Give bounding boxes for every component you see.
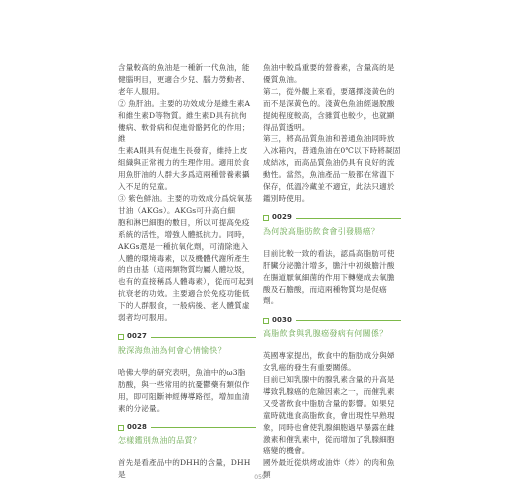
text-line: 含量較高的魚油是一種新一代魚油，能 [118,63,250,72]
text-line: 而不是深黃色的。淺黃色魚油經過脫酸 [263,98,395,108]
question-header-0029 [263,214,401,238]
text-line: 第二，從外觀上來看，要選擇淺黃色的 [263,86,395,96]
text-line: 人體的環境毒素，以及機體代謝所產生 [118,253,250,263]
text-line: 系統的活性，增強人體抵抗力。同時， [118,229,250,239]
question-number: 0027 [127,332,148,341]
page-number: 059 [254,474,266,481]
text-line: 抗衰老的功效。主要適合於免疫功能低 [118,289,250,299]
paragraph [263,350,401,481]
text-line: 在腸道厭氧細菌的作用下轉變成去氧膽 [263,272,395,282]
question-title: 怎樣鑑別魚油的品質？ [118,436,201,446]
question-number: 0028 [127,423,148,432]
text-line: AKGs還是一種抗氧化劑，可清除進入 [118,241,249,251]
text-line: 也有的直接稱爲人體毒素），從而可起到 [118,277,254,287]
text-line: 入不足的兒童。 [118,182,173,192]
text-line: 甘油（AKGs）。AKGs可升高白細 [118,205,236,215]
text-line: 保存，低溫冷藏並不適宜，此法只適於 [263,182,395,192]
text-line: 提純程度較高，含雜質也較少，也就顯 [263,110,395,120]
green-rule [151,337,256,338]
text-line: ③ 紫色鮮油。主要的功效成分爲烷氧基 [118,193,253,203]
text-line: 入冰箱內，普通魚油在0℃以下時將凝固 [263,146,401,156]
text-line: 下的人群服食，一般病後、老人體質虛 [118,301,250,311]
text-line: 癌變的機會。 [263,446,310,456]
text-line: 哈佛大學的研究表明，魚油中的ω3脂 [118,367,246,377]
question-number: 0029 [272,213,293,222]
paragraph [118,193,256,324]
paragraph [118,62,256,98]
text-line: 組織與正常視力的生理作用。適用於食 [118,158,250,168]
text-line: 第三，將高品質魚油和普通魚油同時放 [263,134,395,144]
text-line: 動性。當然，魚油產品一般都在常溫下 [263,170,395,180]
question-title: 高脂飲食與乳腺癌發病有何關係？ [263,329,388,339]
text-line: 首先是看產品中的DHH的含量，DHH是 [118,458,251,480]
paragraph [118,367,256,415]
text-line: ② 魚肝油。主要的功效成分是維生素A [118,98,251,108]
text-line: 鑑別時使用。 [263,193,310,203]
text-line: 用，即可阻斷神經傳導路徑，增加血清 [118,391,250,401]
text-line: 健腦明目，更適合少兒、腦力勞動者、 [118,74,250,84]
right-column [263,62,401,481]
text-line: 童時就進食高脂飲食，會出現性早熟現 [263,410,395,420]
text-line: 的自由基（這兩類物質均屬人體垃圾， [118,265,250,275]
text-line: 老年人服用。 [118,86,165,96]
green-rule [296,320,401,321]
text-line: 國外最近從烘烤或油炸（炸）的肉和魚類 [263,458,395,480]
text-line: 得品質透明。 [263,122,310,132]
paragraph [118,457,256,481]
text-line: 目前已知乳腺中的腺乳素含量的升高是 [263,375,395,385]
text-line: 象，同時也會使乳腺細胞過早暴露在雌 [263,422,395,432]
text-line: 激素和催乳素中，從而增加了乳腺細胞 [263,434,395,444]
paragraph [263,248,401,308]
text-line: 肝臟分泌膽汁增多，膽汁中初級膽汁酸 [263,260,395,270]
text-line: 胞和淋巴細胞的數目，所以可提高免疫 [118,217,250,227]
text-line: 女乳癌的發生有重要關係。 [263,363,356,373]
text-line: 優質魚油。 [263,74,302,84]
paragraph [118,98,256,193]
text-line: 弱者均可服用。 [118,313,173,323]
question-title: 為何說高脂肪飲食會引發腸癌？ [263,226,380,236]
text-line: 肪酸，與一些常用的抗憂鬱藥有類似作 [118,379,250,389]
question-number: 0030 [272,315,293,324]
text-line: 僂病、軟骨病和促進骨骼鈣化的作用；維 [118,122,250,144]
text-line: 酸及石膽酸，而這兩種物質均是促癌劑。 [263,284,387,306]
paragraph [263,133,401,204]
question-header-0030 [263,316,401,340]
paragraph [263,62,401,86]
paragraph [263,86,401,134]
text-line: 成結冰，而高品質魚油仍具有良好的流 [263,158,395,168]
green-rule [151,427,256,428]
question-header-0028 [118,423,256,447]
text-line: 英國專家提出，飲食中的脂肪成分與婦 [263,351,395,361]
text-line: 目前比較一致的看法，認爲高脂肪可使 [263,248,395,258]
text-line: 用魚肝油的人群大多爲這兩種營養素攝 [118,170,250,180]
checkbox-square-icon [118,425,124,431]
text-line: 素的分泌量。 [118,403,165,413]
text-line: 導致乳腺癌的危險因素之一，而催乳素 [263,386,395,396]
text-line: 生素A則具有促進生長發育，維持上皮 [118,146,248,156]
question-header-0027 [118,333,256,357]
left-column [118,62,256,481]
question-title: 脫深海魚油為何會心情愉快？ [118,345,226,355]
checkbox-square-icon [263,215,269,221]
green-rule [296,218,401,219]
checkbox-square-icon [118,334,124,340]
text-line: 又受著飲食中脂肪含量的影響。如果兒 [263,398,395,408]
checkbox-square-icon [263,318,269,324]
text-line: 魚油中較爲重要的營養素，含量高的是 [263,63,395,72]
text-line: 和維生素D等物質。維生素D具有抗佝 [118,110,247,120]
